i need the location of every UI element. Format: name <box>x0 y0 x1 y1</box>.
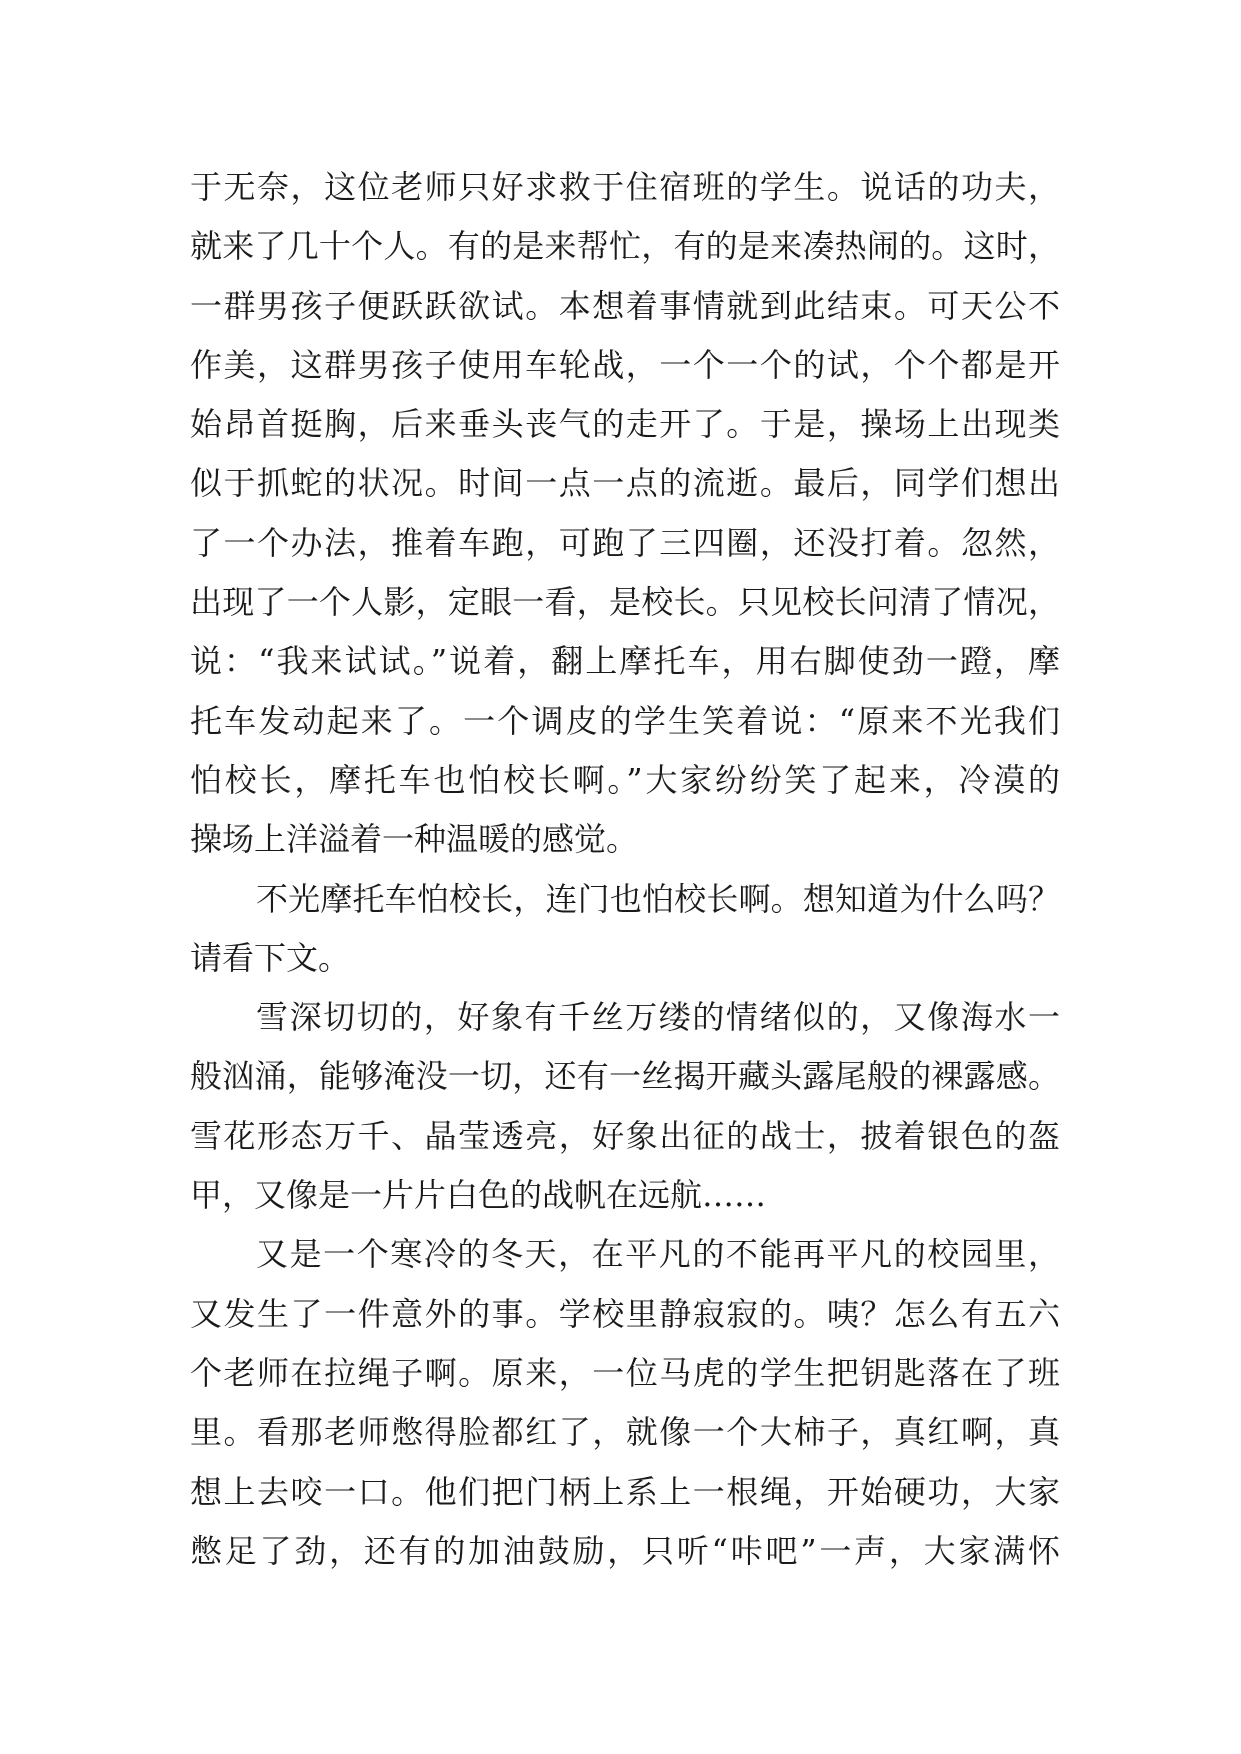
text-line: 个老师在拉绳子啊。原来，一位马虎的学生把钥匙落在了班 <box>190 1353 1060 1392</box>
text-line: 托车发动起来了。一个调皮的学生笑着说：“原来不光我们 <box>190 701 1060 740</box>
text-line: 说：“我来试试。”说着，翻上摩托车，用右脚使劲一蹬，摩 <box>190 642 1060 681</box>
text-line: 里。看那老师憋得脸都红了，就像一个大柿子，真红啊，真 <box>190 1413 1060 1452</box>
text-line: 又是一个寒冷的冬天，在平凡的不能再平凡的校园里， <box>256 1235 1060 1274</box>
text-line: 又发生了一件意外的事。学校里静寂寂的。咦？怎么有五六 <box>190 1294 1060 1333</box>
text-line: 想上去咬一口。他们把门柄上系上一根绳，开始硬功，大家 <box>190 1472 1060 1511</box>
text-line: 不光摩托车怕校长，连门也怕校长啊。想知道为什么吗？ <box>256 879 1060 918</box>
document-body-text <box>190 158 1060 1581</box>
text-line: 似于抓蛇的状况。时间一点一点的流逝。最后，同学们想出 <box>190 464 1060 503</box>
text-line: 作美，这群男孩子使用车轮战，一个一个的试，个个都是开 <box>190 345 1060 384</box>
text-line: 就来了几十个人。有的是来帮忙，有的是来凑热闹的。这时， <box>190 227 1060 266</box>
text-line: 雪深切切的，好象有千丝万缕的情绪似的，又像海水一 <box>256 998 1060 1037</box>
text-line: 始昂首挺胸，后来垂头丧气的走开了。于是，操场上出现类 <box>190 405 1060 444</box>
text-line: 般汹涌，能够淹没一切，还有一丝揭开藏头露尾般的裸露感。 <box>190 1057 1060 1096</box>
text-line: 雪花形态万千、晶莹透亮，好象出征的战士，披着银色的盔 <box>190 1116 1060 1155</box>
text-line: 了一个办法，推着车跑，可跑了三四圈，还没打着。忽然， <box>190 523 1060 562</box>
text-line: 一群男孩子便跃跃欲试。本想着事情就到此结束。可天公不 <box>190 286 1060 325</box>
text-line: 怕校长，摩托车也怕校长啊。”大家纷纷笑了起来，冷漠的 <box>190 760 1060 799</box>
text-line: 出现了一个人影，定眼一看，是校长。只见校长问清了情况， <box>190 583 1060 622</box>
text-line: 甲，又像是一片片白色的战帆在远航…… <box>190 1176 767 1215</box>
text-line: 操场上洋溢着一种温暖的感觉。 <box>190 820 639 859</box>
text-line: 请看下文。 <box>190 938 351 977</box>
text-line: 于无奈，这位老师只好求救于住宿班的学生。说话的功夫， <box>190 168 1060 206</box>
text-line: 憋足了劲，还有的加油鼓励，只听“咔吧”一声，大家满怀 <box>190 1531 1060 1570</box>
